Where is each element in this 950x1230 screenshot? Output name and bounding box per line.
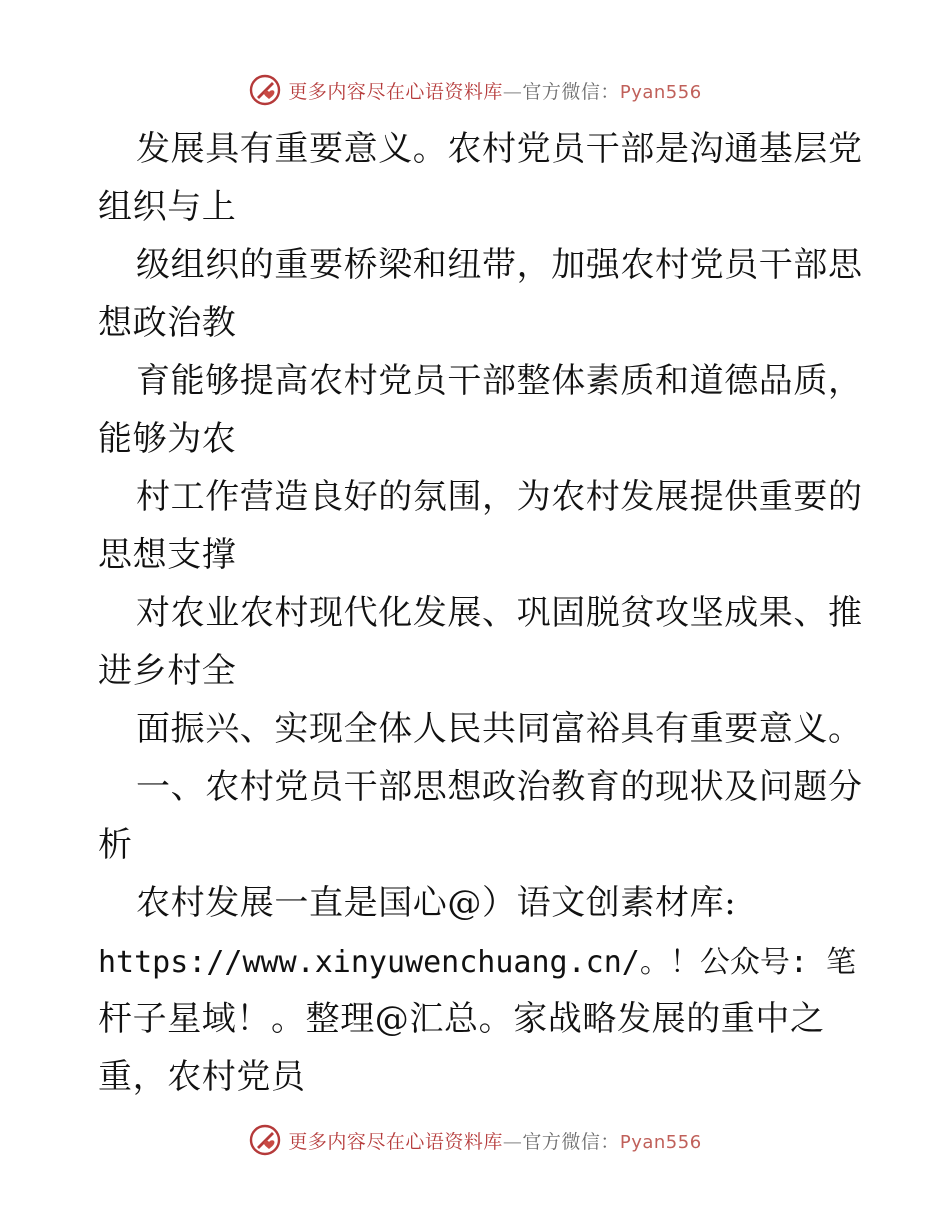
- paragraph-line: 级组织的重要桥梁和纽带，加强农村党员干部思: [136, 245, 863, 285]
- paragraph-line: 能够为农: [98, 419, 237, 459]
- watermark-separator: —: [502, 80, 523, 103]
- watermark-brand: 更多内容尽在心语资料库: [288, 1130, 503, 1153]
- paragraph-line: 面振兴、实现全体人民共同富裕具有重要意义。: [136, 709, 863, 749]
- paragraph-line: 发展具有重要意义。农村党员干部是沟通基层党: [136, 129, 863, 169]
- paragraph-line: 杆子星域！。整理@汇总。家战略发展的重中之: [98, 999, 825, 1039]
- watermark-wechat-id: Pyan556: [619, 1131, 702, 1153]
- paragraph-line: 重，农村党员: [98, 1057, 306, 1097]
- paragraph-line: 思想支撑: [98, 535, 237, 575]
- footer-watermark: [0, 1120, 950, 1160]
- header-watermark: [0, 70, 950, 110]
- watermark-text: [288, 1127, 701, 1154]
- section-heading-continuation: 析: [98, 825, 133, 865]
- watermark-separator: —: [502, 1130, 523, 1153]
- paragraph-line-url: [98, 932, 858, 990]
- section-heading: 一、农村党员干部思想政治教育的现状及问题分: [136, 767, 863, 807]
- paragraph-line: 对农业农村现代化发展、巩固脱贫攻坚成果、推: [136, 593, 863, 633]
- paragraph-line: 农村发展一直是国心@）语文创素材库:: [136, 883, 737, 923]
- paragraph-line: 组织与上: [98, 187, 237, 227]
- document-body: [98, 120, 863, 1106]
- paragraph-line: 村工作营造良好的氛围，为农村发展提供重要的: [136, 477, 863, 517]
- url-text: https://www.xinyuwenchuang.cn/。！公众号: 笔: [98, 945, 856, 980]
- quill-heart-logo-icon: [248, 1123, 282, 1157]
- paragraph-line: 想政治教: [98, 303, 237, 343]
- watermark-wechat-label: 官方微信：: [522, 1130, 620, 1153]
- watermark-brand: 更多内容尽在心语资料库: [288, 80, 503, 103]
- paragraph-line: 进乡村全: [98, 651, 237, 691]
- watermark-text: [288, 77, 701, 104]
- paragraph-line: 育能够提高农村党员干部整体素质和道德品质，: [136, 361, 863, 401]
- quill-heart-logo-icon: [248, 73, 282, 107]
- watermark-wechat-label: 官方微信：: [522, 80, 620, 103]
- watermark-wechat-id: Pyan556: [619, 81, 702, 103]
